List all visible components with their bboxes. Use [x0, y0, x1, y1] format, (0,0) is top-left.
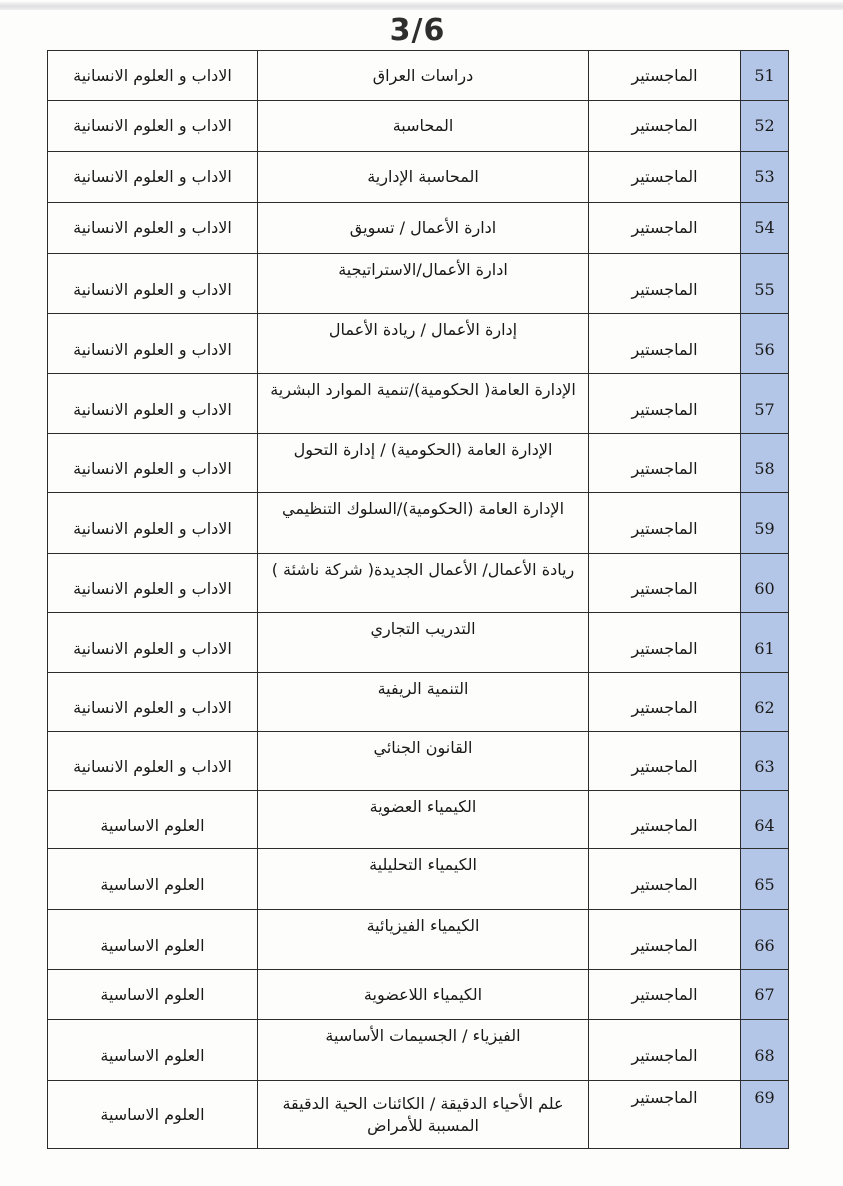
row-number-cell: 68	[741, 1020, 789, 1081]
table-row	[48, 434, 789, 493]
row-number-cell: 55	[741, 254, 789, 314]
table-row	[48, 613, 789, 673]
category-cell: الاداب و العلوم الانسانية	[48, 493, 258, 554]
table-row	[48, 910, 789, 970]
program-cell: دراسات العراق	[258, 51, 589, 101]
degree-cell: الماجستير	[589, 374, 741, 434]
page-number: 3/6	[389, 13, 446, 48]
row-number-cell: 67	[741, 970, 789, 1020]
row-number-cell: 66	[741, 910, 789, 970]
category-cell: الاداب و العلوم الانسانية	[48, 613, 258, 673]
table-row	[48, 493, 789, 554]
scan-artifact-band	[0, 2, 843, 10]
program-cell: ادارة الأعمال / تسويق	[258, 203, 589, 254]
row-number-cell: 54	[741, 203, 789, 254]
category-cell: العلوم الاساسية	[48, 849, 258, 910]
table-row	[48, 374, 789, 434]
category-cell: العلوم الاساسية	[48, 1020, 258, 1081]
category-cell: الاداب و العلوم الانسانية	[48, 434, 258, 493]
category-cell: العلوم الاساسية	[48, 970, 258, 1020]
program-cell: المحاسبة الإدارية	[258, 152, 589, 203]
category-cell: الاداب و العلوم الانسانية	[48, 254, 258, 314]
table-row	[48, 732, 789, 791]
degree-cell: الماجستير	[589, 673, 741, 732]
program-cell: الكيمياء التحليلية	[258, 849, 589, 910]
program-cell: التنمية الريفية	[258, 673, 589, 732]
degree-cell: الماجستير	[589, 203, 741, 254]
degree-cell: الماجستير	[589, 970, 741, 1020]
table-row	[48, 254, 789, 314]
program-cell: ريادة الأعمال/ الأعمال الجديدة( شركة ناشئة )	[258, 554, 589, 613]
category-cell: العلوم الاساسية	[48, 791, 258, 849]
row-number-cell: 61	[741, 613, 789, 673]
degree-cell: الماجستير	[589, 51, 741, 101]
table-row	[48, 203, 789, 254]
program-cell: علم الأحياء الدقيقة / الكائنات الحية الدقيقة المسببة للأمراض	[258, 1081, 589, 1149]
category-cell: الاداب و العلوم الانسانية	[48, 51, 258, 101]
program-cell: الإدارة العامة( الحكومية)/تنمية الموارد البشرية	[258, 374, 589, 434]
category-cell: العلوم الاساسية	[48, 910, 258, 970]
program-cell: ادارة الأعمال/الاستراتيجية	[258, 254, 589, 314]
row-number-cell: 60	[741, 554, 789, 613]
table-row	[48, 51, 789, 101]
table-row	[48, 101, 789, 152]
degree-cell: الماجستير	[589, 849, 741, 910]
table-row	[48, 970, 789, 1020]
degree-cell: الماجستير	[589, 493, 741, 554]
degree-cell: الماجستير	[589, 152, 741, 203]
degree-cell: الماجستير	[589, 554, 741, 613]
row-number-cell: 53	[741, 152, 789, 203]
program-cell: إدارة الأعمال / ريادة الأعمال	[258, 314, 589, 374]
row-number-cell: 59	[741, 493, 789, 554]
degree-cell: الماجستير	[589, 101, 741, 152]
degree-cell: الماجستير	[589, 314, 741, 374]
degree-cell: الماجستير	[589, 791, 741, 849]
row-number-cell: 62	[741, 673, 789, 732]
program-cell: الفيزياء / الجسيمات الأساسية	[258, 1020, 589, 1081]
programs-table	[47, 50, 789, 1149]
category-cell: الاداب و العلوم الانسانية	[48, 203, 258, 254]
table-row	[48, 314, 789, 374]
row-number-cell: 63	[741, 732, 789, 791]
category-cell: العلوم الاساسية	[48, 1081, 258, 1149]
table-body	[48, 51, 789, 1149]
row-number-cell: 64	[741, 791, 789, 849]
row-number-cell: 65	[741, 849, 789, 910]
category-cell: الاداب و العلوم الانسانية	[48, 673, 258, 732]
category-cell: الاداب و العلوم الانسانية	[48, 314, 258, 374]
table-row	[48, 791, 789, 849]
category-cell: الاداب و العلوم الانسانية	[48, 152, 258, 203]
table-row	[48, 849, 789, 910]
row-number-cell: 58	[741, 434, 789, 493]
degree-cell: الماجستير	[589, 1020, 741, 1081]
program-cell: الكيمياء اللاعضوية	[258, 970, 589, 1020]
category-cell: الاداب و العلوم الانسانية	[48, 554, 258, 613]
table-row	[48, 673, 789, 732]
table-row	[48, 1020, 789, 1081]
program-cell: المحاسبة	[258, 101, 589, 152]
degree-cell: الماجستير	[589, 1081, 741, 1149]
program-cell: التدريب التجاري	[258, 613, 589, 673]
program-cell: الكيمياء الفيزيائية	[258, 910, 589, 970]
degree-cell: الماجستير	[589, 613, 741, 673]
row-number-cell: 51	[741, 51, 789, 101]
category-cell: الاداب و العلوم الانسانية	[48, 374, 258, 434]
row-number-cell: 56	[741, 314, 789, 374]
degree-cell: الماجستير	[589, 732, 741, 791]
program-cell: الإدارة العامة (الحكومية) / إدارة التحول	[258, 434, 589, 493]
table-row	[48, 554, 789, 613]
degree-cell: الماجستير	[589, 434, 741, 493]
row-number-cell: 69	[741, 1081, 789, 1149]
table-row	[48, 152, 789, 203]
program-cell: الإدارة العامة (الحكومية)/السلوك التنظيمي	[258, 493, 589, 554]
degree-cell: الماجستير	[589, 910, 741, 970]
program-cell: الكيمياء العضوية	[258, 791, 589, 849]
row-number-cell: 52	[741, 101, 789, 152]
program-cell: القانون الجنائي	[258, 732, 589, 791]
table-row	[48, 1081, 789, 1149]
category-cell: الاداب و العلوم الانسانية	[48, 732, 258, 791]
degree-cell: الماجستير	[589, 254, 741, 314]
category-cell: الاداب و العلوم الانسانية	[48, 101, 258, 152]
row-number-cell: 57	[741, 374, 789, 434]
